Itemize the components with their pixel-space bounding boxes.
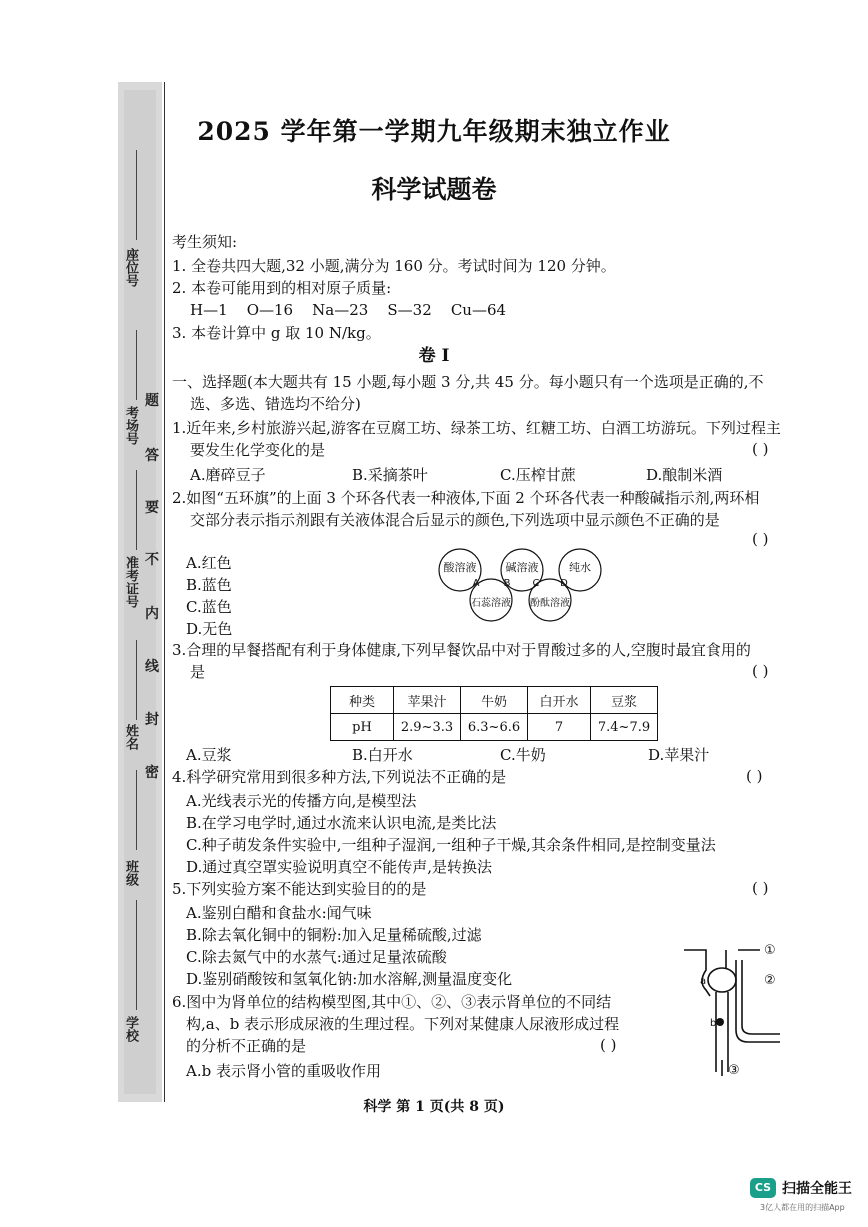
q3-option-d: D.苹果汁 bbox=[648, 746, 710, 764]
ring-region-c: C bbox=[532, 578, 540, 589]
notice-heading: 考生须知: bbox=[172, 233, 238, 251]
exam-subtitle: 科学试题卷 bbox=[371, 175, 497, 204]
q5-option-d: D.鉴别硝酸铵和氢氧化钠:加水溶解,测量温度变化 bbox=[186, 970, 513, 988]
q1-stem-cont: 要发生化学变化的是 bbox=[190, 441, 326, 459]
q3-option-a: A.豆浆 bbox=[186, 746, 232, 764]
q3-stem: 3.合理的早餐搭配有利于身体健康,下列早餐饮品中对于胃酸过多的人,空腹时最宜食用的 bbox=[172, 641, 751, 659]
ring-label-phenol: 酚酞溶液 bbox=[530, 598, 570, 609]
seal-char: 要 bbox=[145, 500, 159, 516]
q4-option-c: C.种子萌发条件实验中,一组种子湿润,一组种子干燥,其余条件相同,是控制变量法 bbox=[186, 836, 716, 854]
camscanner-brand: 扫描全能王 bbox=[782, 1181, 852, 1197]
q2-answer-paren: ( ) bbox=[752, 530, 769, 548]
table-header-cell: 豆浆 bbox=[591, 687, 658, 714]
table-row bbox=[331, 714, 658, 741]
capillary-inner bbox=[742, 960, 780, 1034]
label-1: ① bbox=[764, 943, 776, 958]
q3-stem-cont: 是 bbox=[190, 663, 206, 681]
q5-option-a: A.鉴别白醋和食盐水:闻气味 bbox=[186, 904, 372, 922]
margin-line bbox=[164, 82, 165, 1102]
q1-option-a: A.磨碎豆子 bbox=[190, 466, 266, 484]
seal-char: 答 bbox=[145, 448, 159, 464]
notice-item: 2. 本卷可能用到的相对原子质量: bbox=[172, 279, 392, 297]
ring-label-water: 纯水 bbox=[569, 561, 591, 574]
ring-region-a: A bbox=[472, 578, 480, 589]
ticket-label: 准考证号 bbox=[123, 556, 138, 608]
notice-item: 3. 本卷计算中 g 取 10 N/kg。 bbox=[172, 324, 381, 342]
ring-label-litmus: 石蕊溶液 bbox=[471, 598, 511, 609]
table-cell: pH bbox=[331, 714, 394, 741]
q6-answer-paren: ( ) bbox=[600, 1036, 617, 1054]
seal-char: 不 bbox=[145, 552, 159, 568]
q1-option-c: C.压榨甘蔗 bbox=[500, 466, 576, 484]
seal-char: 题 bbox=[145, 393, 159, 409]
q6-option-a: A.b 表示肾小管的重吸收作用 bbox=[186, 1062, 381, 1080]
nephron-figure bbox=[676, 940, 786, 1080]
table-cell: 7 bbox=[528, 714, 591, 741]
exam-room-label: 考场号 bbox=[123, 406, 138, 445]
label-3: ③ bbox=[728, 1063, 740, 1078]
ph-table bbox=[330, 686, 658, 741]
q4-stem: 4.科学研究常用到很多种方法,下列说法不正确的是 bbox=[172, 768, 507, 786]
table-header-row bbox=[331, 687, 658, 714]
school-label: 学校 bbox=[123, 1016, 138, 1042]
seal-char: 内 bbox=[145, 606, 159, 622]
ticket-underline bbox=[136, 470, 137, 550]
notice-item: 1. 全卷共四大题,32 小题,满分为 160 分。考试时间为 120 分钟。 bbox=[172, 257, 616, 275]
q1-stem: 1.近年来,乡村旅游兴起,游客在豆腐工坊、绿茶工坊、红糖工坊、白酒工坊游玩。下列过程主 bbox=[172, 419, 781, 437]
q6-stem: 6.图中为肾单位的结构模型图,其中①、②、③表示肾单位的不同结 bbox=[172, 993, 612, 1011]
part-instructions: 一、选择题(本大题共有 15 小题,每小题 3 分,共 45 分。每小题只有一个选项是正确的,不 bbox=[172, 373, 764, 391]
volume-heading: 卷 I bbox=[418, 346, 450, 366]
school-underline bbox=[136, 900, 137, 1010]
table-cell: 7.4~7.9 bbox=[591, 714, 658, 741]
q5-stem: 5.下列实验方案不能达到实验目的的是 bbox=[172, 880, 427, 898]
q5-answer-paren: ( ) bbox=[752, 879, 769, 897]
label-2: ② bbox=[764, 973, 776, 988]
class-underline bbox=[136, 770, 137, 850]
ring-region-b: B bbox=[503, 578, 511, 589]
label-a: a bbox=[700, 976, 707, 987]
five-rings-figure bbox=[430, 548, 610, 628]
q1-option-d: D.酿制米酒 bbox=[646, 466, 723, 484]
q4-option-d: D.通过真空罩实验说明真空不能传声,是转换法 bbox=[186, 858, 493, 876]
q1-answer-paren: ( ) bbox=[752, 440, 769, 458]
seal-char: 密 bbox=[145, 765, 159, 781]
q2-option-d: D.无色 bbox=[186, 620, 233, 638]
q4-option-a: A.光线表示光的传播方向,是模型法 bbox=[186, 792, 417, 810]
name-label: 姓名 bbox=[123, 724, 138, 750]
q2-stem-cont: 交部分表示指示剂跟有关液体混合后显示的颜色,下列选项中显示颜色不正确的是 bbox=[190, 511, 720, 529]
table-header-cell: 白开水 bbox=[528, 687, 591, 714]
camscanner-logo: CS bbox=[750, 1178, 776, 1198]
class-label: 班级 bbox=[123, 860, 138, 886]
q2-stem: 2.如图“五环旗”的上面 3 个环各代表一种液体,下面 2 个环各代表一种酸碱指示剂,两环相 bbox=[172, 489, 760, 507]
q2-option-b: B.蓝色 bbox=[186, 576, 232, 594]
table-header-cell: 苹果汁 bbox=[394, 687, 461, 714]
ring-region-d: D bbox=[560, 578, 568, 589]
name-underline bbox=[136, 640, 137, 720]
ring-label-base: 碱溶液 bbox=[505, 561, 539, 574]
q6-stem-cont: 构,a、b 表示形成尿液的生理过程。下列对某健康人尿液形成过程 bbox=[186, 1015, 620, 1033]
q6-stem-cont2: 的分析不正确的是 bbox=[186, 1037, 307, 1055]
q3-option-b: B.白开水 bbox=[352, 746, 413, 764]
reabsorption-point bbox=[716, 1018, 724, 1026]
q2-option-c: C.蓝色 bbox=[186, 598, 232, 616]
q3-answer-paren: ( ) bbox=[752, 662, 769, 680]
q2-option-a: A.红色 bbox=[186, 554, 232, 572]
q5-option-b: B.除去氧化铜中的铜粉:加入足量稀硫酸,过滤 bbox=[186, 926, 482, 944]
table-header-cell: 种类 bbox=[331, 687, 394, 714]
glomerulus bbox=[708, 968, 736, 992]
table-cell: 6.3~6.6 bbox=[461, 714, 528, 741]
ring-label-acid: 酸溶液 bbox=[443, 561, 477, 574]
afferent-vessel bbox=[684, 950, 710, 996]
q4-option-b: B.在学习电学时,通过水流来认识电流,是类比法 bbox=[186, 814, 497, 832]
table-header-cell: 牛奶 bbox=[461, 687, 528, 714]
q1-option-b: B.采摘茶叶 bbox=[352, 466, 428, 484]
q5-option-c: C.除去氮气中的水蒸气:通过足量浓硫酸 bbox=[186, 948, 447, 966]
part-instructions-cont: 选、多选、错选均不给分) bbox=[190, 395, 361, 413]
camscanner-slogan: 3亿人都在用的扫描App bbox=[760, 1203, 845, 1212]
exam-title: 2025 学年第一学期九年级期末独立作业 bbox=[197, 117, 671, 146]
q3-option-c: C.牛奶 bbox=[500, 746, 546, 764]
seal-char: 线 bbox=[145, 659, 159, 675]
seat-label: 座位号 bbox=[123, 248, 138, 287]
atomic-masses: H—1 O—16 Na—23 S—32 Cu—64 bbox=[190, 301, 507, 319]
q4-answer-paren: ( ) bbox=[746, 767, 763, 785]
seal-char: 封 bbox=[145, 712, 159, 728]
table-cell: 2.9~3.3 bbox=[394, 714, 461, 741]
label-b: b bbox=[710, 1018, 717, 1029]
page-footer: 科学 第 1 页(共 8 页) bbox=[363, 1099, 505, 1115]
